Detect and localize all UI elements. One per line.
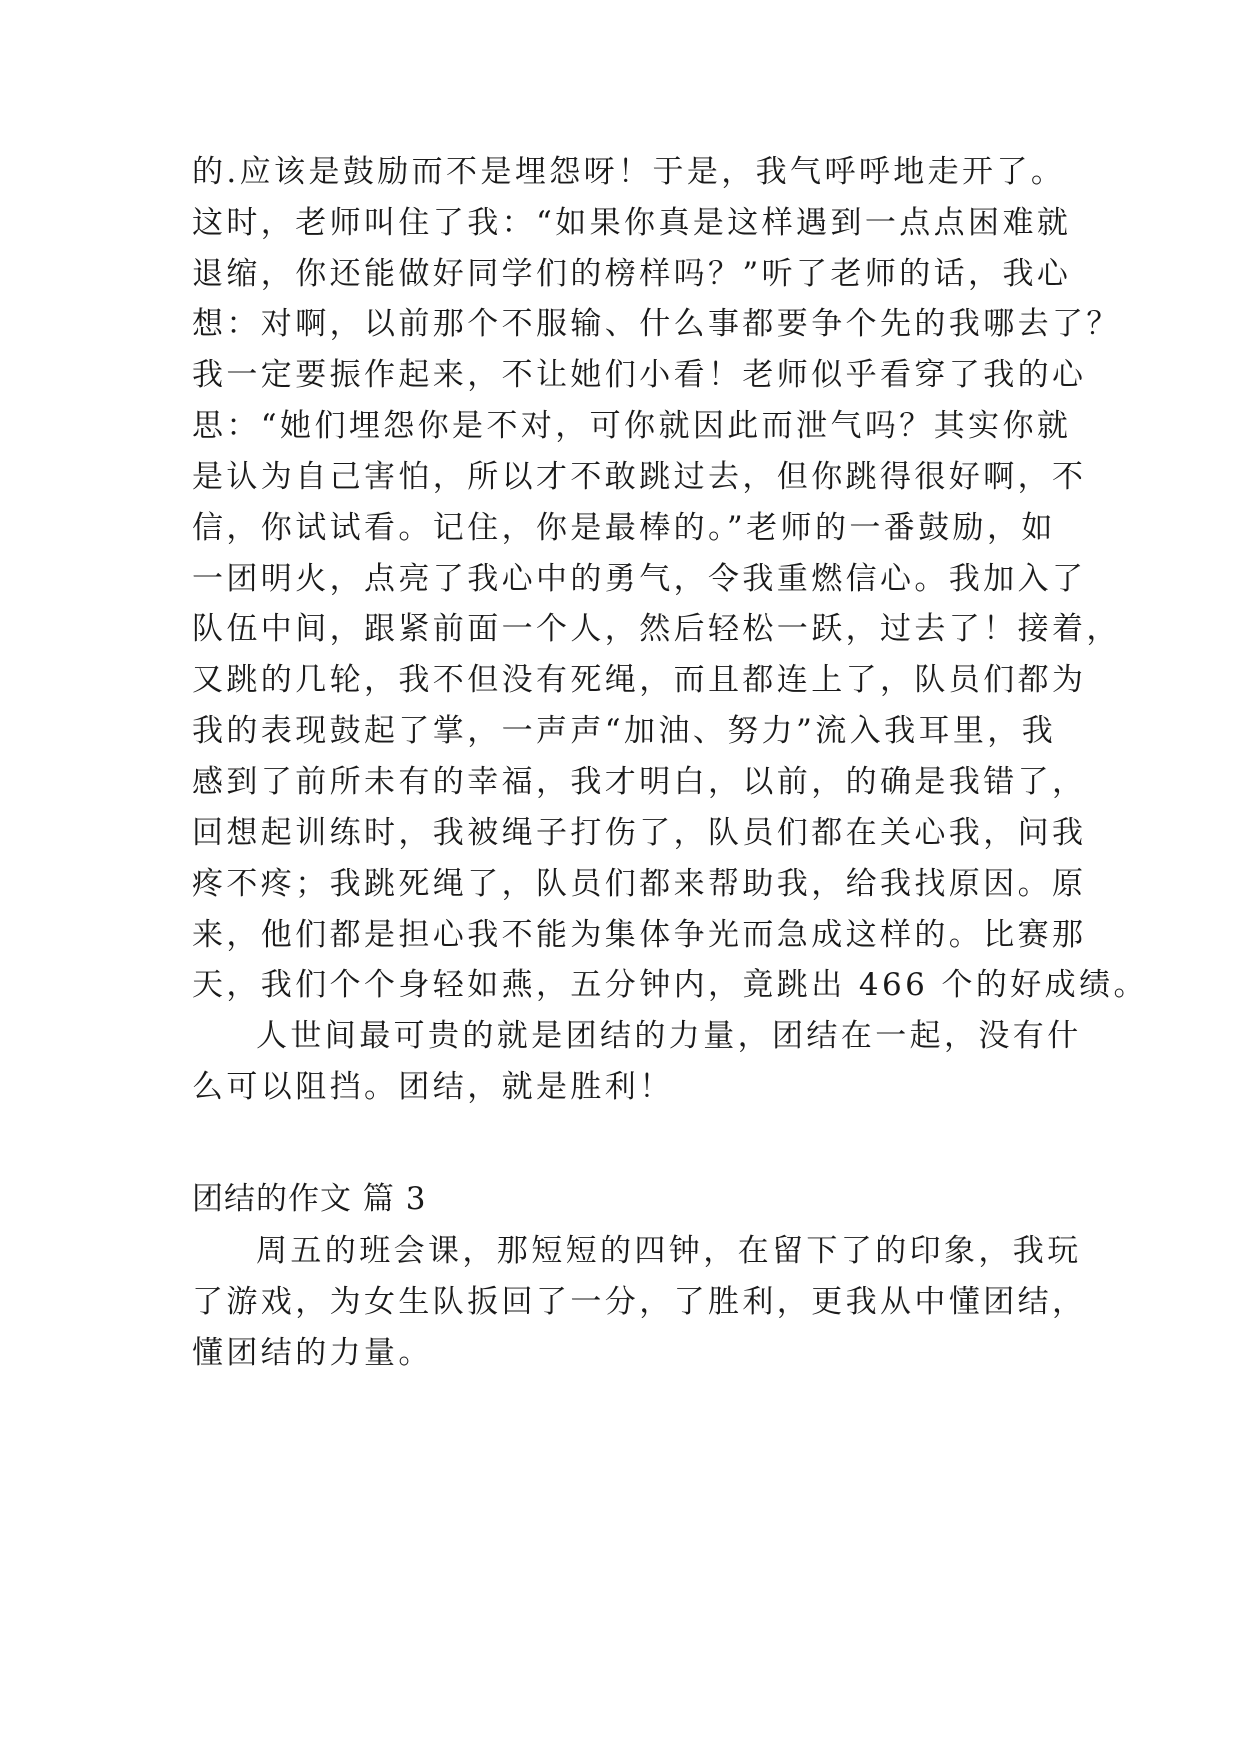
text-line: 队伍中间，跟紧前面一个人，然后轻松一跃，过去了！接着， [192,611,1121,647]
text-line: 我一定要振作起来，不让她们小看！老师似乎看穿了我的心 [192,357,1087,393]
text-line: 感到了前所未有的幸福，我才明白，以前，的确是我错了， [192,764,1087,800]
paragraph-first-line: 周五的班会课，那短短的四钟，在留下了的印象，我玩 [256,1233,1082,1269]
text-line: 又跳的几轮，我不但没有死绳，而且都连上了，队员们都为 [192,662,1087,698]
text-line: 是认为自己害怕，所以才不敢跳过去，但你跳得很好啊，不 [192,459,1087,495]
text-line: 么可以阻挡。团结，就是胜利！ [192,1069,674,1105]
text-line: 这时，老师叫住了我：“如果你真是这样遇到一点点困难就 [192,205,1072,241]
text-line: 回想起训练时，我被绳子打伤了，队员们都在关心我，问我 [192,815,1087,851]
text-line: 的.应该是鼓励而不是埋怨呀！于是，我气呼呼地走开了。 [192,154,1066,190]
text-line: 疼不疼；我跳死绳了，队员们都来帮助我，给我找原因。原 [192,866,1087,902]
text-line: 我的表现鼓起了掌，一声声“加油、努力”流入我耳里，我 [192,713,1057,749]
paragraph-first-line: 人世间最可贵的就是团结的力量，团结在一起，没有什 [256,1018,1082,1054]
text-line: 懂团结的力量。 [192,1335,433,1371]
text-line: 想：对啊，以前那个不服输、什么事都要争个先的我哪去了？ [192,306,1121,342]
text-line: 退缩，你还能做好同学们的榜样吗？”听了老师的话，我心 [192,256,1072,292]
text-line: 了游戏，为女生队扳回了一分，了胜利，更我从中懂团结， [192,1284,1087,1320]
text-line: 一团明火，点亮了我心中的勇气，令我重燃信心。我加入了 [192,561,1087,597]
text-line: 思：“她们埋怨你是不对，可你就因此而泄气吗？其实你就 [192,408,1072,444]
text-line: 信，你试试看。记住，你是最棒的。”老师的一番鼓励，如 [192,510,1056,546]
text-line: 来，他们都是担心我不能为集体争光而急成这样的。比赛那 [192,917,1087,953]
text-line: 天，我们个个身轻如燕，五分钟内，竟跳出 466 个的好成绩。 [192,967,1148,1003]
section-heading: 团结的作文 篇 3 [192,1181,427,1217]
